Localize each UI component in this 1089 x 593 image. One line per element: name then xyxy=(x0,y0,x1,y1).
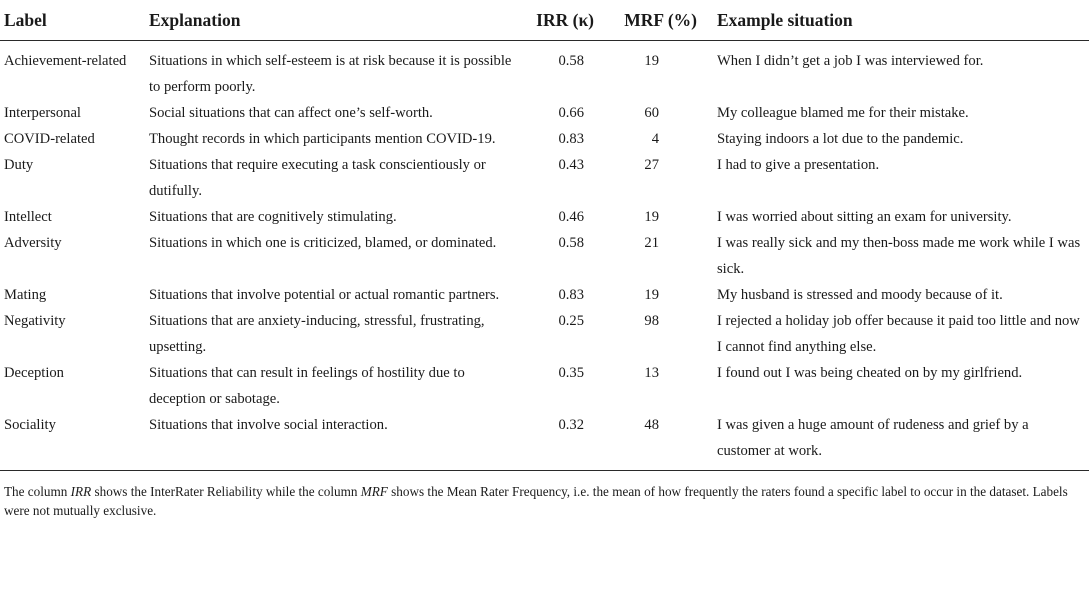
cell-irr: 0.35 xyxy=(558,365,584,381)
cell-label: Interpersonal xyxy=(4,105,81,121)
header-label: Label xyxy=(0,0,145,41)
footnote-irr-term: IRR xyxy=(70,484,92,499)
cell-label: COVID-related xyxy=(4,131,95,147)
cell-label: Intellect xyxy=(4,209,52,225)
footnote-text: The column xyxy=(4,484,71,499)
cell-irr: 0.25 xyxy=(558,313,584,329)
table-row xyxy=(0,282,1089,308)
cell-irr: 0.32 xyxy=(558,417,584,433)
cell-example: I was given a huge amount of rudeness and grief by a customer at work. xyxy=(717,417,1029,459)
table-row xyxy=(0,204,1089,230)
footnote-text: shows the Mean Rater Frequency, i.e. the mean of how frequently the raters found a specific label to occur in the dataset. Labels were not mutually exclusive. xyxy=(4,484,1068,518)
cell-irr: 0.58 xyxy=(558,53,584,69)
cell-mrf: 98 xyxy=(644,313,659,329)
table-row xyxy=(0,152,1089,204)
cell-example: When I didn’t get a job I was interviewed for. xyxy=(717,53,984,69)
cell-explanation: Situations that require executing a task conscientiously or dutifully. xyxy=(149,157,486,199)
cell-label: Negativity xyxy=(4,313,66,329)
table-row xyxy=(0,360,1089,412)
header-example: Example situation xyxy=(701,0,1089,41)
cell-irr: 0.83 xyxy=(558,287,584,303)
header-row xyxy=(0,0,1089,41)
cell-irr: 0.83 xyxy=(558,131,584,147)
cell-example: I found out I was being cheated on by my girlfriend. xyxy=(717,365,1023,381)
cell-explanation: Thought records in which participants mention COVID-19. xyxy=(149,131,496,147)
cell-mrf: 4 xyxy=(651,131,659,147)
table-body xyxy=(0,41,1089,465)
cell-label: Duty xyxy=(4,157,34,173)
table-row xyxy=(0,100,1089,126)
footnote-text: shows the InterRater Reliability while the column xyxy=(91,484,361,499)
cell-label: Sociality xyxy=(4,417,56,433)
footnote-mrf-term: MRF xyxy=(360,484,388,499)
cell-irr: 0.43 xyxy=(558,157,584,173)
cell-mrf: 60 xyxy=(644,105,659,121)
cell-label: Mating xyxy=(4,287,47,303)
cell-example: I was worried about sitting an exam for university. xyxy=(717,209,1012,225)
cell-explanation: Situations that are anxiety-inducing, stressful, frustrating, upsetting. xyxy=(149,313,485,355)
cell-explanation: Situations that involve social interaction. xyxy=(149,417,388,433)
cell-explanation: Situations that can result in feelings of hostility due to deception or sabotage. xyxy=(149,365,465,407)
cell-irr: 0.66 xyxy=(558,105,584,121)
cell-mrf: 48 xyxy=(644,417,659,433)
cell-mrf: 19 xyxy=(644,209,659,225)
table-footnote xyxy=(0,470,1089,520)
cell-example: Staying indoors a lot due to the pandemic. xyxy=(717,131,964,147)
cell-mrf: 21 xyxy=(644,235,659,251)
table-row xyxy=(0,308,1089,360)
header-explanation: Explanation xyxy=(145,0,528,41)
header-irr: IRR (κ) xyxy=(528,0,598,41)
header-mrf: MRF (%) xyxy=(598,0,701,41)
cell-mrf: 27 xyxy=(644,157,659,173)
cell-label: Deception xyxy=(4,365,64,381)
table-row xyxy=(0,41,1089,101)
cell-mrf: 19 xyxy=(644,53,659,69)
cell-explanation: Situations that involve potential or actual romantic partners. xyxy=(149,287,500,303)
cell-irr: 0.58 xyxy=(558,235,584,251)
cell-explanation: Situations that are cognitively stimulating. xyxy=(149,209,397,225)
cell-label: Achievement-related xyxy=(4,53,127,69)
cell-example: I had to give a presentation. xyxy=(717,157,880,173)
cell-example: I was really sick and my then-boss made me work while I was sick. xyxy=(717,235,1081,277)
cell-mrf: 19 xyxy=(644,287,659,303)
table-row xyxy=(0,230,1089,282)
table-header xyxy=(0,0,1089,41)
cell-example: My colleague blamed me for their mistake. xyxy=(717,105,969,121)
cell-irr: 0.46 xyxy=(558,209,584,225)
table-row xyxy=(0,412,1089,464)
cell-label: Adversity xyxy=(4,235,62,251)
cell-example: My husband is stressed and moody because of it. xyxy=(717,287,1003,303)
cell-mrf: 13 xyxy=(644,365,659,381)
cell-example: I rejected a holiday job offer because it paid too little and now I cannot find anything else. xyxy=(717,313,1080,355)
cell-explanation: Situations in which self-esteem is at risk because it is possible to perform poorly. xyxy=(149,53,512,95)
cell-explanation: Social situations that can affect one’s self-worth. xyxy=(149,105,433,121)
table-row xyxy=(0,126,1089,152)
cell-explanation: Situations in which one is criticized, blamed, or dominated. xyxy=(149,235,497,251)
